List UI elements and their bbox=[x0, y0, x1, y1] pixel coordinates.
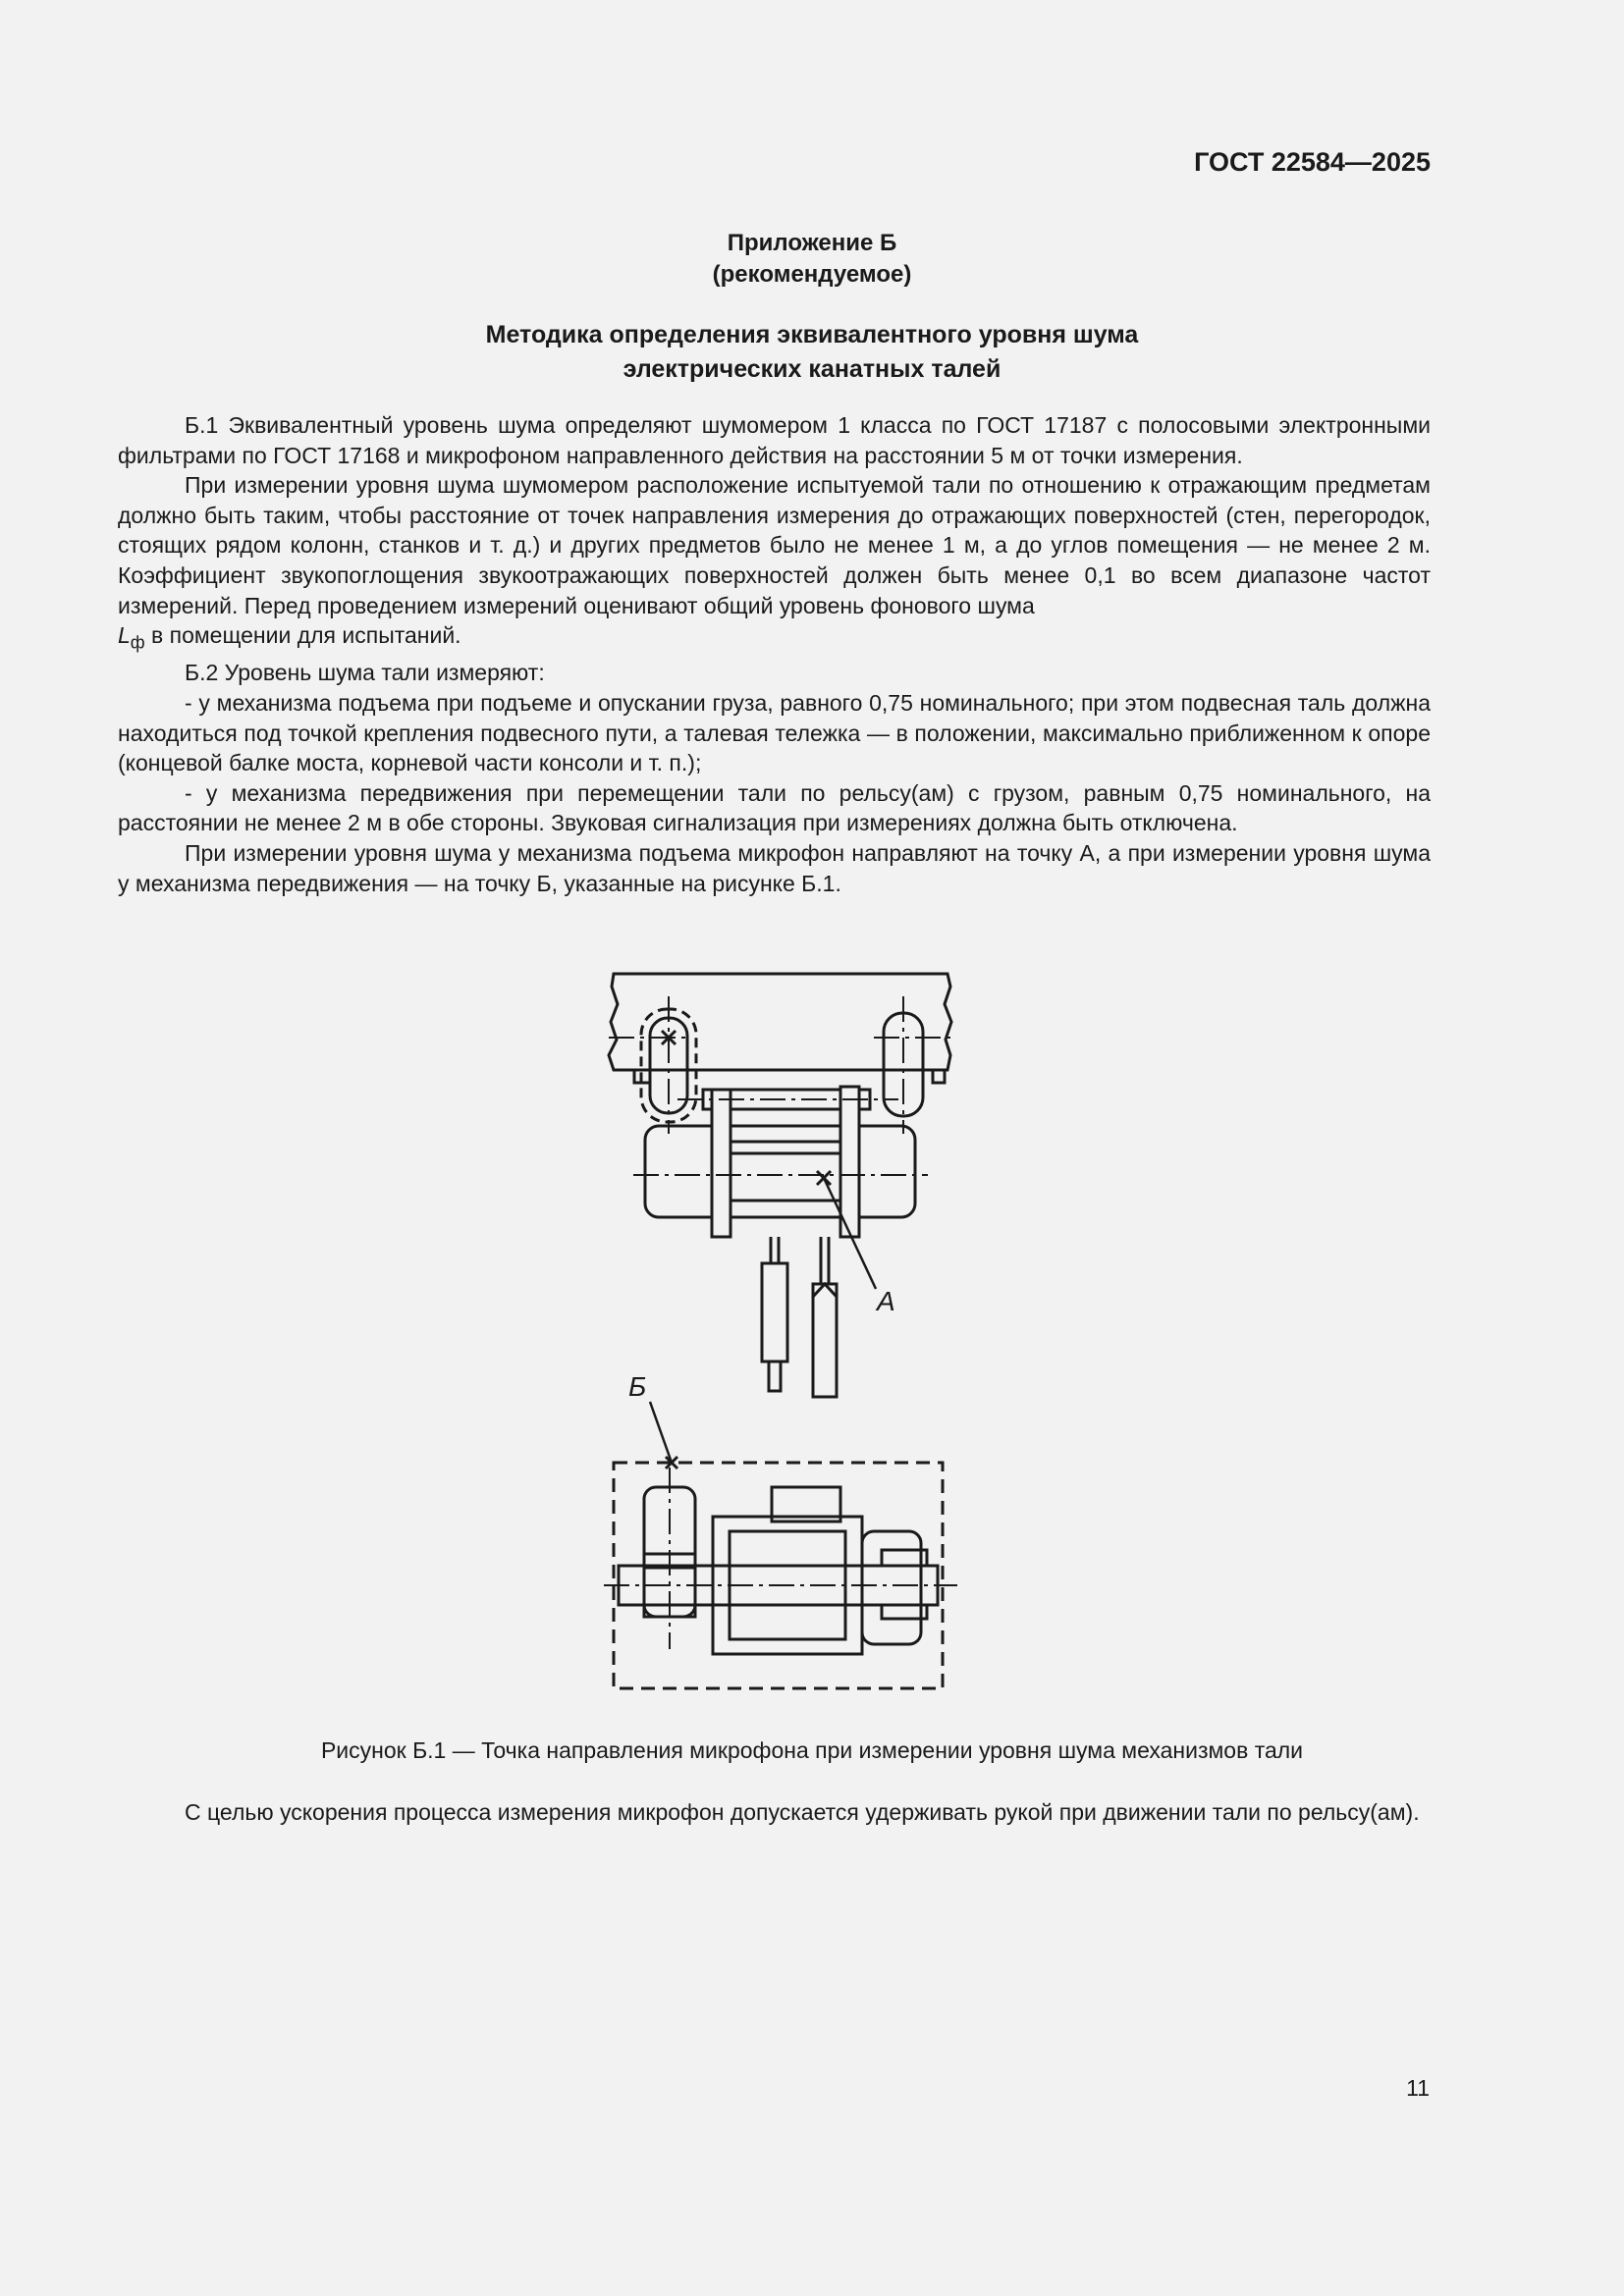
beam-flange bbox=[933, 1070, 945, 1083]
annex-status: (рекомендуемое) bbox=[712, 261, 912, 288]
list-item-lifting: - у механизма подъема при подъеме и опускании груза, равного 0,75 номинального; при этом подвесная таль должна находиться под точкой крепления подвесного пути, а талевая тележка — в положении, максимально приближенном к опоре (концевой балке моста, корневой части консоли и т. п.); bbox=[118, 689, 1431, 776]
hook-shank bbox=[769, 1362, 781, 1391]
method-heading bbox=[0, 318, 1624, 387]
hoist-figure bbox=[589, 957, 982, 1703]
page-number: 11 bbox=[1406, 2075, 1430, 2101]
paragraph-b2: Б.2 Уровень шума тали измеряют: bbox=[185, 660, 545, 686]
motor-right bbox=[862, 1531, 921, 1644]
drum-body bbox=[645, 1126, 915, 1217]
paragraph-closing: С целью ускорения процесса измерения микрофон допускается удерживать рукой при движении тали по рельсу(ам). bbox=[185, 1799, 1420, 1825]
document-code: ГОСТ 22584—2025 bbox=[1194, 147, 1431, 177]
symbol-l: L bbox=[118, 622, 131, 649]
annex-heading bbox=[0, 228, 1624, 291]
hook-weight bbox=[813, 1284, 837, 1397]
side-plate-right bbox=[840, 1087, 859, 1237]
label-a: А bbox=[877, 1286, 895, 1316]
figure-caption: Рисунок Б.1 — Точка направления микрофона при измерении уровня шума механизмов тали bbox=[320, 1737, 1304, 1763]
paragraph-conditions-end: в помещении для испытаний. bbox=[151, 622, 461, 649]
paragraph-points: При измерении уровня шума у механизма подъема микрофон направляют на точку А, а при измерении уровня шума у механизма передвижения — на точку Б, указанные на рисунке Б.1. bbox=[118, 839, 1431, 896]
paragraph-b1: Б.1 Эквивалентный уровень шума определяют шумомером 1 класса по ГОСТ 17187 с полосовыми электронными фильтрами по ГОСТ 17168 и микрофоном направленного действия на расстоянии 5 м от точки измерения. bbox=[118, 412, 1431, 468]
list-item-travel: - у механизма передвижения при перемещении тали по рельсу(ам) с грузом, равным 0,75 номинального, на расстоянии не менее 2 м в обе стороны. Звуковая сигнализация при измерениях должна быть отключена. bbox=[118, 779, 1431, 836]
beam-outline bbox=[609, 974, 951, 1070]
label-b: Б bbox=[628, 1371, 647, 1402]
leader-b bbox=[650, 1402, 672, 1463]
annex-title: Приложение Б bbox=[727, 230, 897, 256]
symbol-subscript: ф bbox=[130, 632, 145, 653]
hook-block bbox=[762, 1263, 787, 1362]
method-title-line1: Методика определения эквивалентного уровня шума bbox=[485, 321, 1139, 348]
paragraph-conditions-text: При измерении уровня шума шумомером расположение испытуемой тали по отношению к отражающим предметам должно быть таким, чтобы расстояние от точек направления измерения до отражающих поверхностей (стен, перегородок, стоящих рядом колонн, станков и т. д.) и других предметов было не менее 1 м, а до углов помещения — не менее 2 м. Коэффициент звукопоглощения звукоотражающих поверхностей должен быть менее 0,1 во всем диапазоне частот измерений. Перед проведением измерений оценивают общий уровень фонового шума bbox=[118, 472, 1431, 618]
background-noise-symbol bbox=[118, 622, 145, 653]
closing-text bbox=[118, 1797, 1431, 1828]
side-plate-left bbox=[712, 1090, 731, 1237]
body-text bbox=[118, 410, 1431, 898]
method-title-line2: электрических канатных талей bbox=[623, 355, 1001, 383]
hoist-drawing bbox=[589, 957, 982, 1703]
paragraph-conditions bbox=[118, 470, 1431, 658]
